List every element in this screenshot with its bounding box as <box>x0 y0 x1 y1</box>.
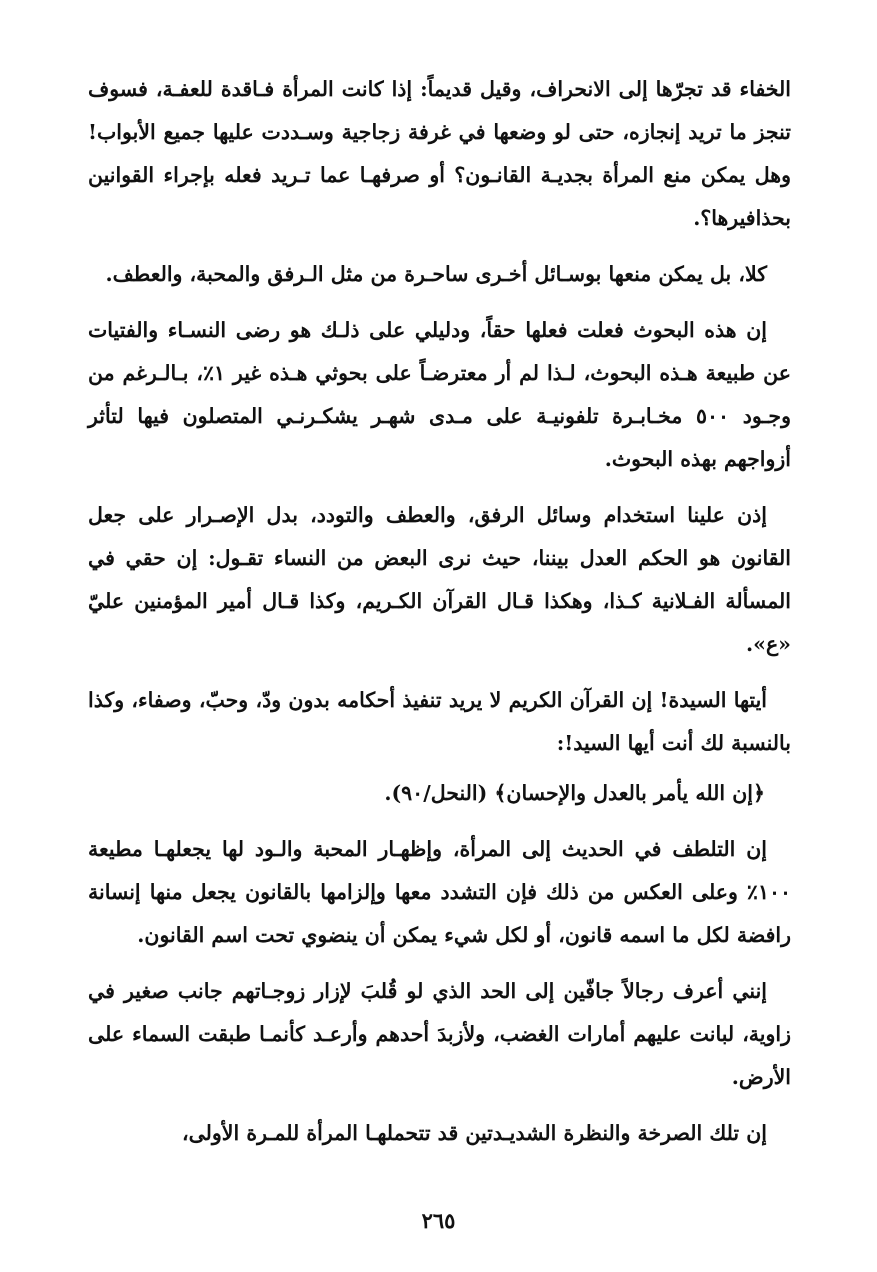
paragraph-continuation: الخفاء قد تجرّها إلى الانحراف، وقيل قديماً: إذا كانت المرأة فـاقدة للعفـة، فسوف تنجز ما تريد إنجازه، حتى لو وضعها في غرفة زجاجية وسـددت عليها جميع الأبواب! وهل يمكن منع المرأة بجديـة القانـون؟ أو صرفهـا عما تـريد فعله بإجراء القوانين بحذافيرها؟. <box>88 77 791 230</box>
paragraph: إن تلك الصرخة والنظرة الشديـدتين قد تتحملهـا المرأة للمـرة الأولى، <box>181 1121 767 1145</box>
page-body <box>88 68 791 1155</box>
paragraph: كلا، بل يمكن منعها بوسـائل أخـرى ساحـرة من مثل الـرفق والمحبة، والعطف. <box>105 262 767 286</box>
paragraph: إن هذه البحوث فعلت فعلها حقاً، ودليلي على ذلـك هو رضى النسـاء والفتيات عن طبيعة هـذه البحوث، لـذا لم أر معترضـاً على بحوثي هـذه غير ١٪، بـالـرغم من وجـود ٥٠٠ مخـابـرة تلفونيـة على مـدى شهـر يشكـرنـي المتصلون فيها لتأثر أزواجهم بهذه البحوث. <box>88 318 792 471</box>
page-number: ٢٦٥ <box>421 1208 456 1233</box>
paragraph: إن التلطف في الحديث إلى المرأة، وإظهـار المحبة والـود لها يجعلهـا مطيعة ١٠٠٪ وعلى العكس من ذلك فإن التشدد معها وإلزامها بالقانون يجعل منها إنسانة رافضة لكل ما اسمه قانون، أو لكل شيء يمكن أن ينضوي تحت اسم القانون. <box>88 837 791 947</box>
paragraph: إنني أعرف رجالاً جافّين إلى الحد الذي لو قُلبَ لإزار زوجـاتهم جانب صغير في زاوية، لبانت عليهم أمارات الغضب، ولأزبدَ أحدهم وأرعـد كأنمـا طبقت السماء على الأرض. <box>88 979 791 1089</box>
paragraph: إذن علينا استخدام وسائل الرفق، والعطف والتودد، بدل الإصـرار على جعل القانون هو الحكم العدل بيننا، حيث نرى البعض من النساء تقـول: إن حقي في المسألة الفـلانية كـذا، وهكذا قـال القرآن الكـريم، وكذا قـال أمير المؤمنين عليّ «ع». <box>88 503 791 656</box>
paragraph: أيتها السيدة! إن القرآن الكريم لا يريد تنفيذ أحكامه بدون ودّ، وحبّ، وصفاء، وكذا بالنسبة لك أنت أيها السيد!: <box>88 688 791 755</box>
quran-quote: ﴿إن الله يأمر بالعدل والإحسان﴾ (النحل/٩٠). <box>384 781 765 805</box>
